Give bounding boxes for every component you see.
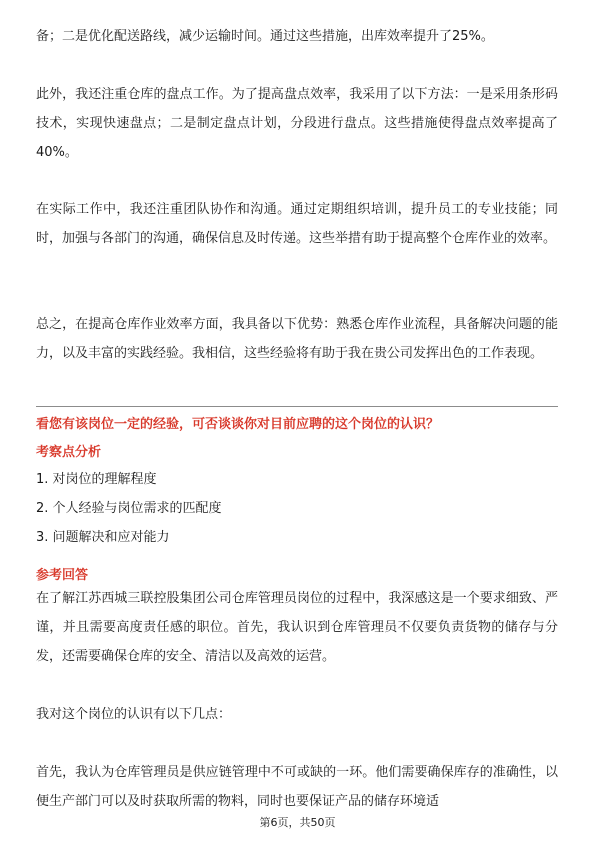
question-title: 看您有该岗位一定的经验，可否谈谈你对目前应聘的这个岗位的认识？: [36, 417, 440, 432]
paragraph-outbound-efficiency: 备；二是优化配送路线，减少运输时间。通过这些措施，出库效率提升了25%。: [36, 29, 494, 44]
answer-label: 参考回答: [36, 568, 89, 583]
page-number: 第6页，共50页: [259, 816, 336, 829]
analysis-point: 2. 个人经验与岗位需求的匹配度: [36, 501, 222, 516]
paragraph-summary: 总之，在提高仓库作业效率方面，我具备以下优势：熟悉仓库作业流程，具备解决问题的能力，以及丰富的实践经验。我相信，这些经验将有助于我在贵公司发挥出色的工作表现。: [36, 317, 558, 361]
analysis-point: 3. 问题解决和应对能力: [36, 530, 170, 545]
analysis-point: 1. 对岗位的理解程度: [36, 472, 157, 487]
paragraph-teamwork: 在实际工作中，我还注重团队协作和沟通。通过定期组织培训，提升员工的专业技能；同时，加强与各部门的沟通，确保信息及时传递。这些举措有助于提高整个仓库作业的效率。: [36, 202, 558, 246]
analysis-label: 考察点分析: [36, 445, 102, 460]
paragraph-inventory-count: 此外，我还注重仓库的盘点工作。为了提高盘点效率，我采用了以下方法：一是采用条形码技术，实现快速盘点；二是制定盘点计划，分段进行盘点。这些措施使得盘点效率提高了40%。: [36, 87, 558, 160]
section-divider: [36, 406, 558, 407]
answer-paragraph-intro: 在了解江苏西城三联控股集团公司仓库管理员岗位的过程中，我深感这是一个要求细致、严谨，并且需要高度责任感的职位。首先，我认识到仓库管理员不仅要负责货物的储存与分发，还需要确保仓库的安全、清洁以及高效的运营。: [36, 591, 558, 664]
answer-paragraph-points-intro: 我对这个岗位的认识有以下几点：: [36, 707, 232, 722]
document-page: [36, 0, 558, 842]
answer-paragraph-first-point: 首先，我认为仓库管理员是供应链管理中不可或缺的一环。他们需要确保库存的准确性，以便生产部门可以及时获取所需的物料，同时也要保证产品的储存环境适: [36, 765, 558, 809]
